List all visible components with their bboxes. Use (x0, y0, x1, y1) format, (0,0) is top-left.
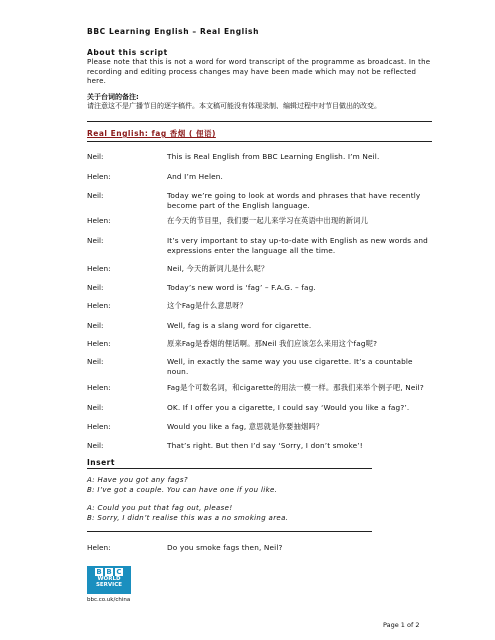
insert-line: B: Sorry, I didn’t realise this was a no smoking area. (87, 514, 289, 522)
speaker: Helen: (87, 264, 111, 273)
bbc-world-service-logo (87, 566, 131, 603)
section-title: Real English: fag 香烟 ( 俚语) (87, 129, 216, 138)
speaker: Neil: (87, 152, 104, 161)
speaker: Neil: (87, 403, 104, 412)
insert-line: B: I’ve got a couple. You can have one if you like. (87, 486, 278, 494)
line-text: Do you smoke fags then, Neil? (167, 543, 283, 552)
speaker: Neil: (87, 191, 104, 200)
logo-url: bbc.co.uk/china (87, 597, 131, 603)
line-text: And I’m Helen. (167, 172, 224, 181)
speaker: Helen: (87, 422, 111, 431)
line-text: 这个Fag是什么意思呀？ (167, 301, 248, 310)
about-text: Please note that this is not a word for word transcript of the programme as broadcast. In the recording and editing process changes may have been made which may not be reflected here. (87, 58, 431, 86)
line-text: Fag是个可数名词，和cigarette的用法一模一样。那我们来举个例子吧, Neil? (167, 383, 424, 392)
line-text: 在今天的节目里，我们要一起儿来学习在英语中出现的新词儿 (167, 216, 369, 225)
logo-line2: SERVICE (95, 582, 123, 588)
line-text: This is Real English from BBC Learning English. I’m Neil. (167, 152, 380, 161)
bbc-blocks (87, 566, 131, 576)
about-title: About this script (87, 48, 168, 57)
speaker: Neil: (87, 357, 104, 366)
speaker: Helen: (87, 383, 111, 392)
line-text: 原来Fag是香烟的俚话啊。那Neil 我们应该怎么来用这个fag呢? (167, 339, 378, 348)
line-text: Today’s new word is ‘fag’ – F.A.G. – fag. (167, 283, 316, 292)
insert-line: A: Have you got any fags? (87, 476, 188, 484)
line-text: It’s very important to stay up-to-date with English as new words and expressions enter the language all the time. (167, 236, 428, 255)
speaker: Helen: (87, 339, 111, 348)
line-text: Would you like a fag, 意思就是你要抽烟吗？ (167, 422, 324, 431)
line-text: Well, fag is a slang word for cigarette. (167, 321, 312, 330)
speaker: Neil: (87, 321, 104, 330)
speaker: Neil: (87, 236, 104, 245)
about-cn-text: 请注意这不是广播节目的逐字稿件。本文稿可能没有体现录制、编辑过程中对节目做出的改变。 (87, 102, 381, 110)
logo-letter: B (106, 568, 112, 576)
logo-letter: B (96, 568, 102, 576)
logo-box (87, 566, 131, 594)
speaker: Helen: (87, 172, 111, 181)
divider (87, 141, 432, 142)
line-text: Well, in exactly the same way you use cigarette. It’s a countable noun. (167, 357, 413, 376)
logo-line1: WORLD (97, 576, 121, 582)
line-text: That’s right. But then I’d say ‘Sorry, I don’t smoke’! (167, 441, 363, 450)
document-header: BBC Learning English – Real English (87, 27, 260, 36)
line-text: Neil, 今天的新词儿是什么呢？ (167, 264, 269, 273)
insert-title: Insert (87, 458, 372, 469)
divider (87, 531, 372, 532)
speaker: Helen: (87, 301, 111, 310)
speaker: Helen: (87, 216, 111, 225)
speaker: Neil: (87, 283, 104, 292)
page-number: Page 1 of 2 (383, 621, 420, 629)
line-text: OK. If I offer you a cigarette, I could say ‘Would you like a fag?’. (167, 403, 410, 412)
insert-line: A: Could you put that fag out, please! (87, 504, 233, 512)
divider (87, 121, 432, 122)
speaker: Helen: (87, 543, 111, 552)
speaker: Neil: (87, 441, 104, 450)
about-cn-title: 关于台词的备注: (87, 93, 139, 101)
line-text: Today we’re going to look at words and phrases that have recently become part of the English language. (167, 191, 421, 210)
logo-letter: C (116, 568, 122, 576)
